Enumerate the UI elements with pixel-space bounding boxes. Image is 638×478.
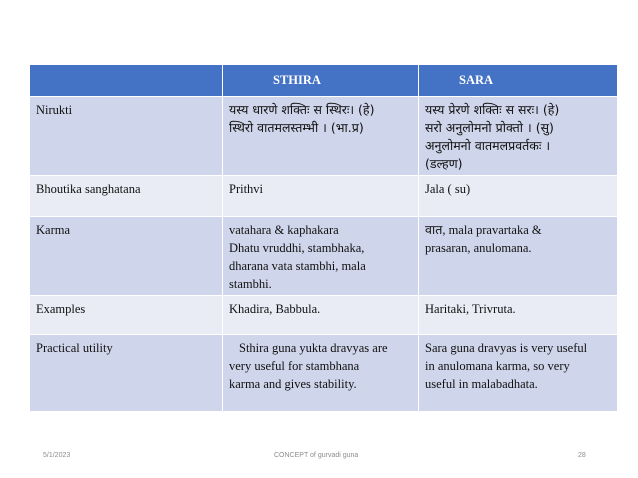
- practical-sthira-line: Sthira guna yukta dravyas are: [239, 341, 388, 355]
- karma-sara-deva-word: वात: [425, 222, 443, 237]
- nirukti-sthira-line: यस्य धारणे शक्तिः स स्थिरः। (हे): [229, 102, 375, 117]
- header-cell-sara: SARA: [419, 65, 618, 97]
- examples-sara-cell: Haritaki, Trivruta.: [419, 296, 618, 335]
- karma-sara-cell: [419, 217, 618, 296]
- karma-sthira-line: Dhatu vruddhi, stambhaka,: [229, 241, 365, 255]
- table-row: [30, 97, 618, 176]
- nirukti-sara-line: यस्य प्रेरणे शक्तिः स सरः। (हे): [425, 102, 560, 117]
- table-row: [30, 296, 618, 335]
- footer-date: 5/1/2023: [43, 452, 71, 459]
- table-row: [30, 217, 618, 296]
- nirukti-sara-line: सरो अनुलोमनो प्रोक्तो । (सु): [425, 120, 554, 135]
- nirukti-sthira-line: स्थिरो वातमलस्तम्भी । (भा.प्र): [229, 120, 364, 135]
- karma-sara-text: , mala pravartaka &: [442, 223, 542, 237]
- bhoutika-sara-cell: Jala ( su): [419, 176, 618, 217]
- table-header-row: [30, 65, 618, 97]
- karma-sara-line: prasaran, anulomana.: [425, 241, 532, 255]
- comparison-table: [29, 64, 618, 412]
- karma-sthira-cell: [223, 217, 419, 296]
- examples-sthira-cell: Khadira, Babbula.: [223, 296, 419, 335]
- karma-sthira-line: vatahara & kaphakara: [229, 223, 339, 237]
- practical-sthira-line: very useful for stambhana: [229, 359, 360, 373]
- practical-sthira-line: karma and gives stability.: [229, 377, 357, 391]
- practical-sara-line: useful in malabadhata.: [425, 377, 538, 391]
- row-label-nirukti: Nirukti: [30, 97, 223, 176]
- table-row: [30, 176, 618, 217]
- footer-title: CONCEPT of gurvadi guna: [274, 452, 359, 459]
- practical-sara-cell: [419, 335, 618, 412]
- practical-sara-line: in anulomana karma, so very: [425, 359, 570, 373]
- row-label-practical: Practical utility: [30, 335, 223, 412]
- row-label-bhoutika: Bhoutika sanghatana: [30, 176, 223, 217]
- row-label-karma: Karma: [30, 217, 223, 296]
- nirukti-sthira-cell: [223, 97, 419, 176]
- practical-sara-line: Sara guna dravyas is very useful: [425, 341, 588, 355]
- karma-sara-line: [425, 221, 611, 239]
- nirukti-sara-line: अनुलोमनो वातमलप्रवर्तकः ।: [425, 138, 551, 153]
- footer-page-number: 28: [578, 452, 586, 459]
- header-cell-sthira: STHIRA: [223, 65, 419, 97]
- nirukti-sara-line: (डल्हण): [425, 156, 463, 171]
- bhoutika-sthira-cell: Prithvi: [223, 176, 419, 217]
- table-row: [30, 335, 618, 412]
- nirukti-sara-cell: [419, 97, 618, 176]
- practical-sthira-cell: [223, 335, 419, 412]
- header-cell-empty: [30, 65, 223, 97]
- karma-sthira-line: stambhi.: [229, 277, 272, 291]
- karma-sthira-line: dharana vata stambhi, mala: [229, 259, 366, 273]
- row-label-examples: Examples: [30, 296, 223, 335]
